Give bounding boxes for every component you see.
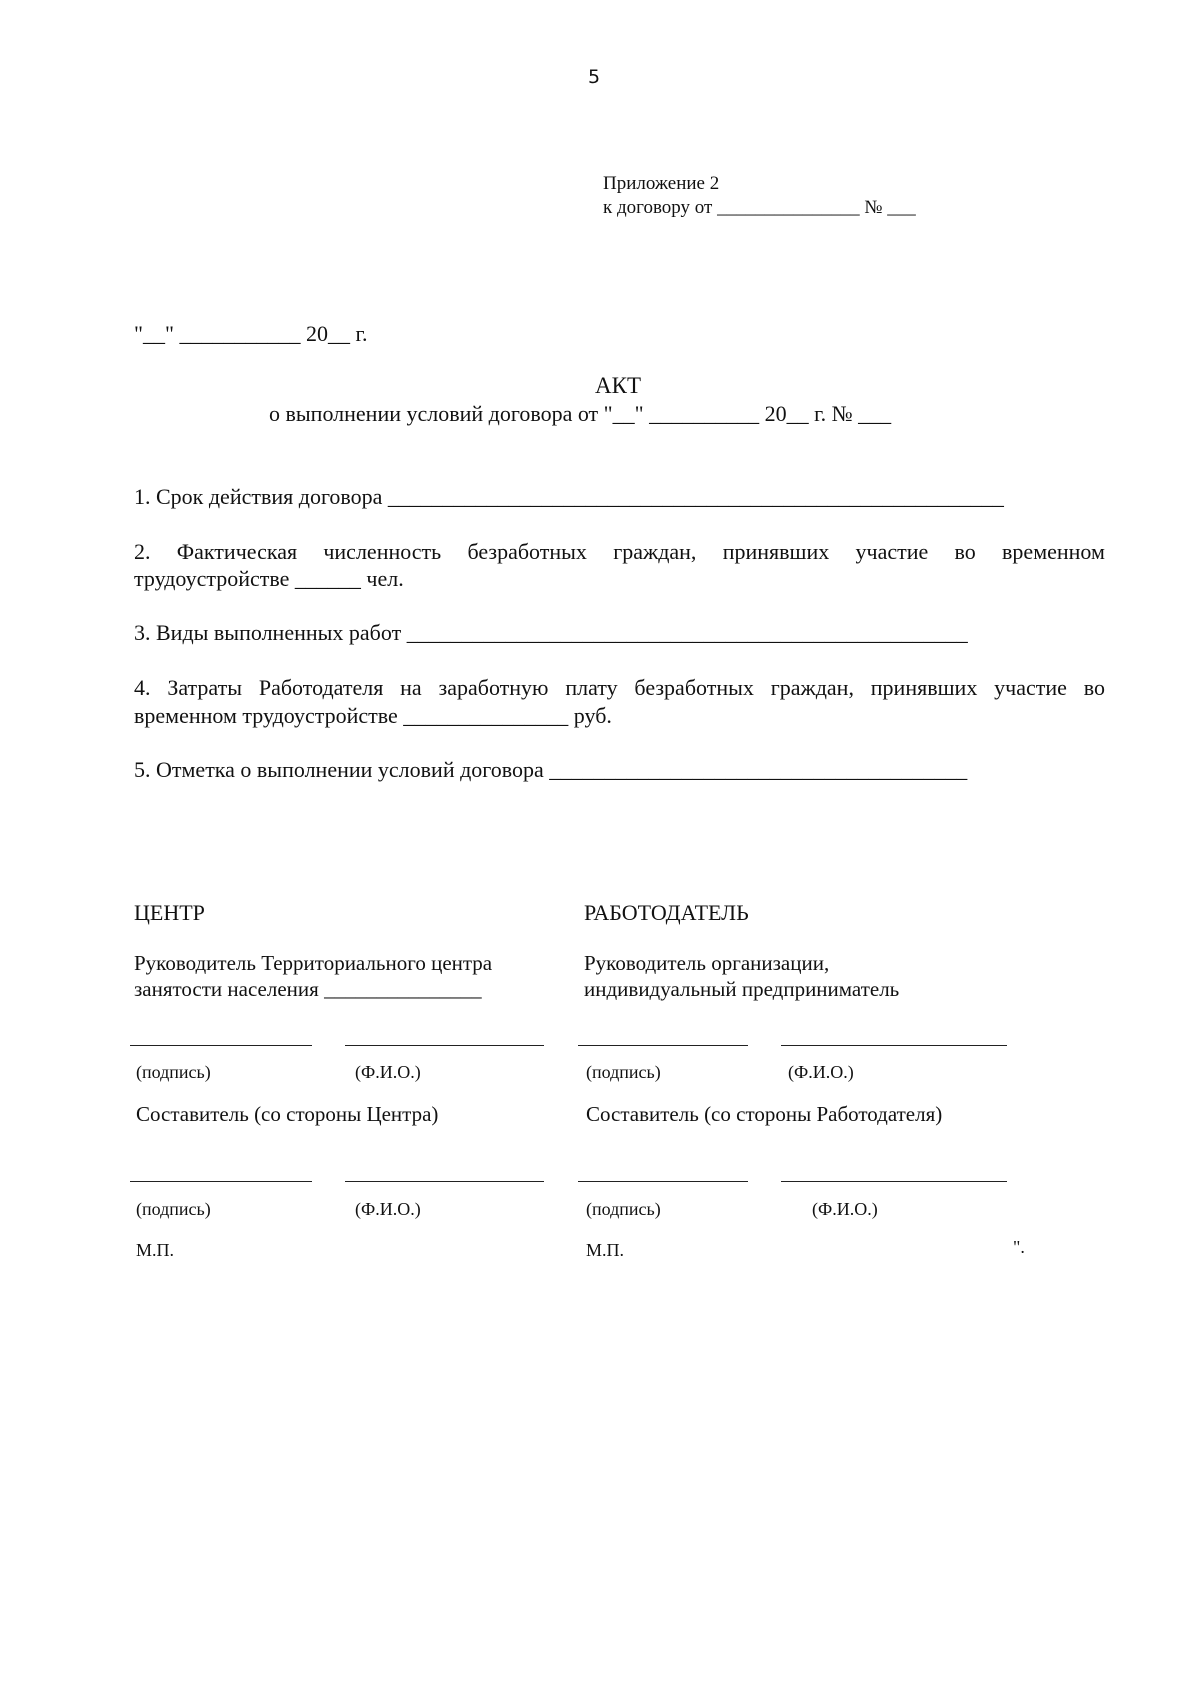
employer-head-signature-line — [578, 1045, 748, 1046]
item-word: участие — [994, 675, 1067, 700]
center-compiler-label: Составитель (со стороны Центра) — [136, 1102, 439, 1126]
item-word: граждан, — [613, 539, 697, 564]
item-word: заработную — [438, 675, 549, 700]
item-employer-costs-line2: временном трудоустройстве _______________ руб. — [134, 703, 612, 728]
appendix-contract-ref: к договору от _______________ № ___ — [603, 197, 916, 218]
item-word: 2. — [134, 539, 151, 564]
item-word: участие — [855, 539, 929, 564]
item-word: принявших — [870, 675, 978, 700]
item-word: принявших — [722, 539, 830, 564]
employer-head-title-line2: индивидуальный предприниматель — [584, 977, 900, 1001]
item-word: граждан, — [770, 675, 854, 700]
item-contract-term: 1. Срок действия договора ________________________________________________________ — [134, 484, 1004, 509]
item-employer-costs — [134, 675, 1105, 701]
item-word: плату — [565, 675, 618, 700]
item-word: 4. — [134, 675, 151, 700]
item-word: во — [1083, 675, 1105, 700]
item-word: во — [954, 539, 976, 564]
employer-heading: РАБОТОДАТЕЛЬ — [584, 900, 749, 925]
center-stamp-place: М.П. — [136, 1240, 175, 1260]
item-word: безработных — [634, 675, 754, 700]
center-compiler-signature-line — [130, 1181, 312, 1182]
employer-head-signature-label: (подпись) — [586, 1062, 661, 1082]
item-word: Работодателя — [258, 675, 384, 700]
employer-compiler-label: Составитель (со стороны Работодателя) — [586, 1102, 943, 1126]
center-compiler-fio-label: (Ф.И.О.) — [355, 1199, 421, 1219]
item-unemployed-count-line2: трудоустройстве ______ чел. — [134, 566, 404, 591]
center-head-title: Руководитель Территориального центра — [134, 951, 493, 975]
center-compiler-fio-line — [345, 1181, 544, 1182]
page-number: 5 — [588, 66, 601, 88]
employer-compiler-fio-line — [781, 1181, 1007, 1182]
item-word: безработных — [467, 539, 587, 564]
employer-head-fio-line — [781, 1045, 1007, 1046]
center-compiler-signature-label: (подпись) — [136, 1199, 211, 1219]
act-subtitle: о выполнении условий договора от "__" __________ 20__ г. № ___ — [269, 401, 892, 426]
act-title: АКТ — [595, 373, 641, 398]
center-head-title-line2: занятости населения _______________ — [134, 977, 482, 1001]
document-date: "__" ___________ 20__ г. — [134, 321, 368, 346]
closing-quote-mark: ". — [1013, 1237, 1025, 1257]
item-completion-mark: 5. Отметка о выполнении условий договора ______________________________________ — [134, 757, 968, 782]
item-word: численность — [323, 539, 442, 564]
center-head-signature-label: (подпись) — [136, 1062, 211, 1082]
item-unemployed-count — [134, 539, 1105, 565]
employer-stamp-place: М.П. — [586, 1240, 625, 1260]
item-word: на — [400, 675, 422, 700]
employer-compiler-signature-label: (подпись) — [586, 1199, 661, 1219]
appendix-title: Приложение 2 — [603, 173, 720, 194]
employer-head-fio-label: (Ф.И.О.) — [788, 1062, 854, 1082]
item-word: Фактическая — [176, 539, 298, 564]
employer-compiler-fio-label: (Ф.И.О.) — [812, 1199, 878, 1219]
center-head-signature-line — [130, 1045, 312, 1046]
center-head-fio-label: (Ф.И.О.) — [355, 1062, 421, 1082]
center-head-fio-line — [345, 1045, 544, 1046]
item-word: временном — [1002, 539, 1105, 564]
item-work-types: 3. Виды выполненных работ ___________________________________________________ — [134, 620, 968, 645]
item-word: Затраты — [167, 675, 243, 700]
center-heading: ЦЕНТР — [134, 900, 205, 925]
employer-head-title: Руководитель организации, — [584, 951, 830, 975]
employer-compiler-signature-line — [578, 1181, 748, 1182]
